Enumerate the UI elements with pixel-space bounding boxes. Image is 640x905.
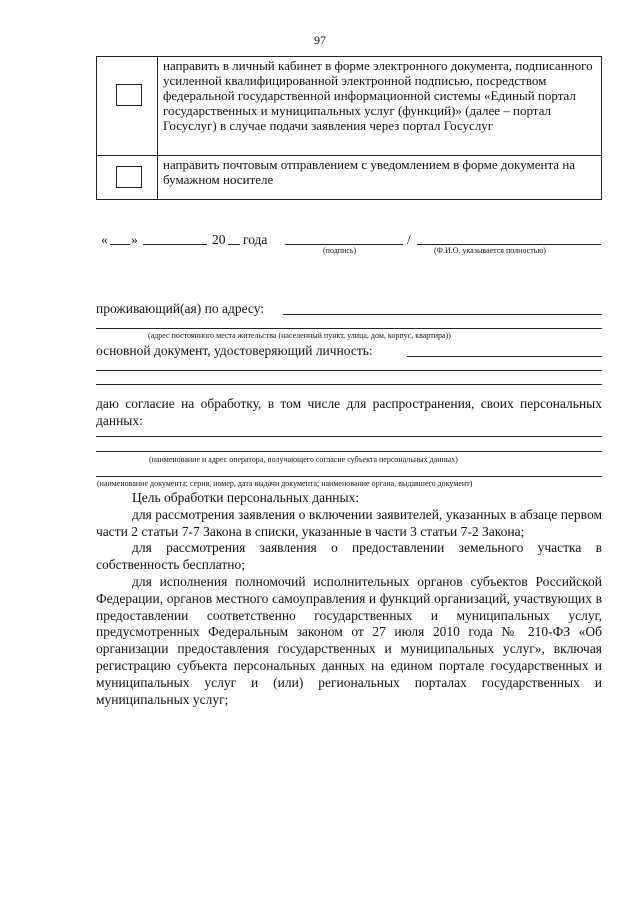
fio-field[interactable] xyxy=(417,244,601,245)
option-checkbox-electronic[interactable] xyxy=(116,84,142,106)
consent-text: даю согласие на обработку, в том числе для распространения, своих персональных данных: xyxy=(96,396,602,428)
address-label: проживающий(ая) по адресу: xyxy=(96,301,265,316)
delivery-options-table xyxy=(96,56,602,200)
option-text-post: направить почтовым отправлением с уведомлением в форме документа на бумажном носителе xyxy=(158,156,602,200)
address-caption: (адрес постоянного места жительства (населенный пункт, улица, дом, корпус, квартира)) xyxy=(148,331,451,340)
purpose-section xyxy=(96,490,602,708)
purpose-item: для рассмотрения заявления о предоставлении земельного участка в собственность бесплатно; xyxy=(96,540,602,573)
year-word: года xyxy=(243,232,268,247)
option-text-electronic: направить в личный кабинет в форме электронного документа, подписанного усиленной квалифицированной электронной подписью, посредством федеральной государственной информационной системы «Единый портал государственных и муниципальных услуг (функций)» (далее – портал Госуслуг) в случае подачи заявления через портал Госуслуг xyxy=(158,57,602,156)
address-field-line2[interactable] xyxy=(96,328,602,329)
signature-field[interactable] xyxy=(285,244,403,245)
separator: / xyxy=(407,232,411,247)
identity-label: основной документ, удостоверяющий личность: xyxy=(96,343,373,358)
address-field[interactable] xyxy=(283,314,602,315)
fio-caption: (Ф.И.О. указывается полностью) xyxy=(434,246,546,255)
year-field[interactable] xyxy=(228,244,240,245)
operator-field[interactable] xyxy=(96,436,602,437)
checkbox-cell xyxy=(97,156,158,200)
option-checkbox-post[interactable] xyxy=(116,166,142,188)
identity-field-line3[interactable] xyxy=(96,384,602,385)
date-open-quote: « xyxy=(101,232,108,247)
identity-field[interactable] xyxy=(407,356,602,357)
purpose-item: для рассмотрения заявления о включении заявителей, указанных в абзаце первом части 2 статьи 7-7 Закона в списки, указанные в части 3 статьи 7-2 Закона; xyxy=(96,506,602,539)
document-field[interactable] xyxy=(96,476,602,477)
purpose-heading: Цель обработки персональных данных: xyxy=(132,490,360,505)
month-field[interactable] xyxy=(143,244,207,245)
operator-field-line2[interactable] xyxy=(96,451,602,452)
checkbox-cell xyxy=(97,57,158,156)
signature-caption: (подпись) xyxy=(323,246,357,255)
operator-caption: (наименование и адрес оператора, получающего согласие субъекта персональных данных) xyxy=(149,455,458,464)
purpose-item: для исполнения полномочий исполнительных органов субъектов Российской Федерации, органов местного самоуправления и функций организаций, участвующих в предоставлении соответственно государственных и муниципальных услуг, предусмотренных Федеральным законом от 27 июля 2010 года № 210-ФЗ «Об организации предоставления государственных и муниципальных услуг», включая регистрацию субъекта персональных данных на едином портале государственных и муниципальных услуг и (или) региональных порталах государственных и муниципальных услуг; xyxy=(96,573,602,707)
year-prefix: 20 xyxy=(212,232,226,247)
option-row-post xyxy=(97,156,602,200)
identity-field-line2[interactable] xyxy=(96,370,602,371)
page-number: 97 xyxy=(314,33,326,47)
document-caption: (наименование документа; серия, номер, дата выдачи документа; наименование органа, выдавшего документ) xyxy=(97,479,473,488)
option-row-electronic xyxy=(97,57,602,156)
day-field[interactable] xyxy=(110,244,130,245)
date-close-quote: » xyxy=(131,232,138,247)
